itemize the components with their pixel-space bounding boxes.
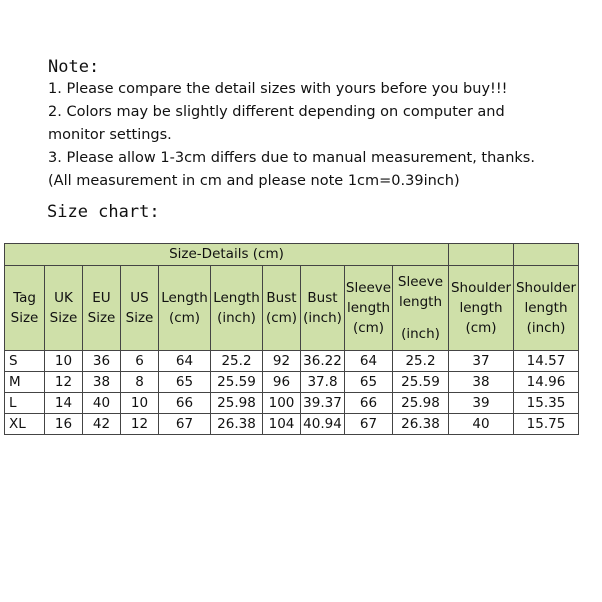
table-cell: 39.37	[301, 393, 345, 414]
table-cell: 25.59	[211, 372, 263, 393]
table-cell: 104	[263, 414, 301, 435]
table-cell: 64	[345, 351, 393, 372]
table-cell: 67	[159, 414, 211, 435]
table-cell: 14.57	[514, 351, 579, 372]
table-cell: 42	[83, 414, 121, 435]
table-cell: 15.75	[514, 414, 579, 435]
table-cell: 15.35	[514, 393, 579, 414]
table-cell: 66	[159, 393, 211, 414]
table-cell: 66	[345, 393, 393, 414]
table-cell: 8	[121, 372, 159, 393]
table-cell: 100	[263, 393, 301, 414]
col-header-shoulder-length-cm: Shoulder length (cm)	[449, 266, 514, 351]
table-row	[5, 351, 579, 372]
table-cell: 40.94	[301, 414, 345, 435]
table-cell: 36	[83, 351, 121, 372]
col-header-sleeve-length-cm: Sleeve length (cm)	[345, 266, 393, 351]
size-details-header: Size-Details (cm)	[5, 244, 449, 266]
table-cell: 10	[121, 393, 159, 414]
table-cell: 26.38	[211, 414, 263, 435]
note-line-1: 1. Please compare the detail sizes with yours before you buy!!!	[48, 81, 508, 97]
col-header-length-inch: Length (inch)	[211, 266, 263, 351]
table-cell: 92	[263, 351, 301, 372]
size-table	[4, 243, 579, 435]
table-cell: 96	[263, 372, 301, 393]
col-header-bust-inch: Bust (inch)	[301, 266, 345, 351]
table-cell: 38	[83, 372, 121, 393]
table-cell: 38	[449, 372, 514, 393]
table-cell: 6	[121, 351, 159, 372]
table-cell: 16	[45, 414, 83, 435]
table-cell: 65	[345, 372, 393, 393]
blank-header-cell	[449, 244, 514, 266]
table-cell: 39	[449, 393, 514, 414]
notes-section	[48, 56, 588, 193]
table-cell: 37.8	[301, 372, 345, 393]
col-header-uk-size: UK Size	[45, 266, 83, 351]
col-header-length-cm: Length (cm)	[159, 266, 211, 351]
table-cell: XL	[5, 414, 45, 435]
table-cell: 12	[121, 414, 159, 435]
table-cell: S	[5, 351, 45, 372]
table-cell: 14.96	[514, 372, 579, 393]
table-cell: 25.2	[211, 351, 263, 372]
table-cell: 25.98	[211, 393, 263, 414]
col-header-us-size: US Size	[121, 266, 159, 351]
table-cell: 14	[45, 393, 83, 414]
note-line-2: 2. Colors may be slightly different depending on computer and	[48, 104, 505, 120]
table-cell: 40	[83, 393, 121, 414]
col-header-tag-size: Tag Size	[5, 266, 45, 351]
note-title: Note:	[48, 57, 100, 77]
table-cell: 10	[45, 351, 83, 372]
table-cell: 64	[159, 351, 211, 372]
table-cell: 25.2	[393, 351, 449, 372]
note-line-4: 3. Please allow 1-3cm differs due to manual measurement, thanks.	[48, 150, 535, 166]
col-header-eu-size: EU Size	[83, 266, 121, 351]
table-cell: 67	[345, 414, 393, 435]
note-line-3: monitor settings.	[48, 127, 172, 143]
blank-header-cell	[514, 244, 579, 266]
group-header-row	[5, 244, 579, 266]
column-header-row	[5, 266, 579, 351]
table-cell: 12	[45, 372, 83, 393]
table-row	[5, 393, 579, 414]
table-row	[5, 372, 579, 393]
table-cell: 36.22	[301, 351, 345, 372]
table-cell: 37	[449, 351, 514, 372]
size-chart-title: Size chart:	[47, 202, 160, 222]
table-cell: 26.38	[393, 414, 449, 435]
col-header-shoulder-length-inch: Shoulder length (inch)	[514, 266, 579, 351]
table-cell: 65	[159, 372, 211, 393]
note-line-5: (All measurement in cm and please note 1cm=0.39inch)	[48, 173, 460, 189]
table-cell: 25.98	[393, 393, 449, 414]
table-cell: M	[5, 372, 45, 393]
col-header-bust-cm: Bust (cm)	[263, 266, 301, 351]
col-header-sleeve-length-inch: Sleeve length (inch)	[393, 266, 449, 351]
table-cell: 25.59	[393, 372, 449, 393]
table-row	[5, 414, 579, 435]
table-cell: 40	[449, 414, 514, 435]
table-cell: L	[5, 393, 45, 414]
